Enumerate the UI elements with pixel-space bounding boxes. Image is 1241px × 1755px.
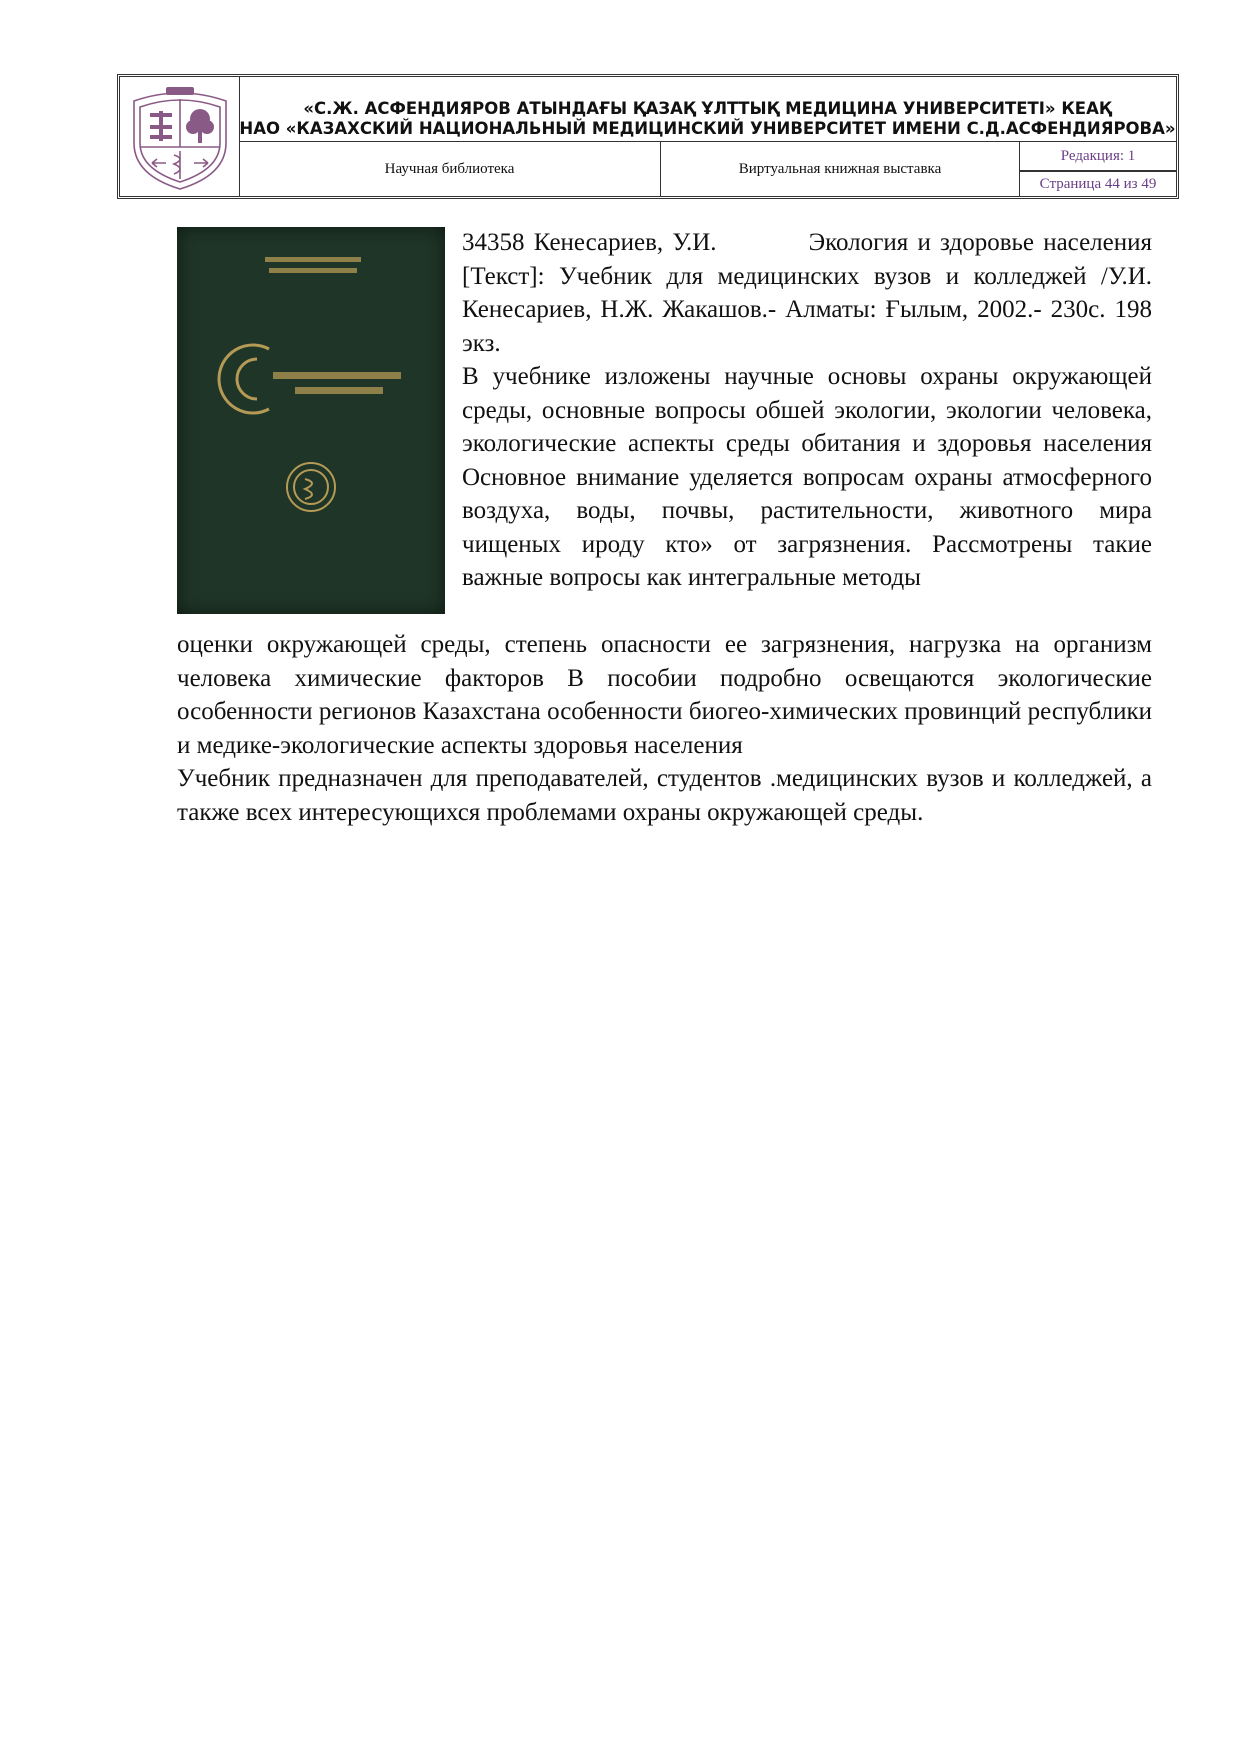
book-description-top xyxy=(462,226,1152,595)
book-entry-number: 34358 xyxy=(462,229,525,256)
university-logo-icon xyxy=(126,81,234,193)
book-title: Экология и здоровье населения [Текст]: Учебник для медицинских вузов и колледжей /У.И. Кенесариев, Н.Ж. Жакашов.- Алматы: Ғылым, 2002.- 230с. 198 экз. xyxy=(462,229,1153,357)
header-library-cell: Научная библиотека xyxy=(239,142,661,196)
header-title-kz: «С.Ж. АСФЕНДИЯРОВ АТЫНДАҒЫ ҚАЗАҚ ҰЛТТЫҚ МЕДИЦИНА УНИВЕРСИТЕТІ» КЕАҚ xyxy=(303,99,1112,118)
header-exhibition-cell: Виртуальная книжная выставка xyxy=(661,142,1020,196)
header-title-ru: НАО «КАЗАХСКИЙ НАЦИОНАЛЬНЫЙ МЕДИЦИНСКИЙ УНИВЕРСИТЕТ ИМЕНИ С.Д.АСФЕНДИЯРОВА» xyxy=(239,119,1176,138)
university-logo-cell xyxy=(120,77,240,196)
header-edition-cell: Редакция: 1 xyxy=(1020,142,1176,172)
book-annotation-top: В учебнике изложены научные основы охраны окружающей среды, основные вопросы обшей экологии, экологии человека, экологические аспекты среды обитания и здоровья населения Основное внимание уделяется вопросам охраны атмосферного воздуха, воды, почвы, растительности, животного мира чищеных ироду кто» от загрязнения. Рассмотрены такие важные вопросы как интегральные методы xyxy=(462,363,1152,591)
document-header xyxy=(117,74,1179,199)
book-author: Кенесариев, У.И. xyxy=(533,229,717,256)
book-description-bottom xyxy=(177,628,1152,829)
book-cover-art xyxy=(177,227,445,614)
book-annotation-bottom: оценки окружающей среды, степень опасности ее загрязнения, нагрузка на организм человека химические факторов В пособии подробно освещаются экологические особенности регионов Казахстана особенности биогео-химических провинций республики и медике-экологические аспекты здоровья населения xyxy=(177,631,1152,759)
book-cover-image xyxy=(177,227,445,614)
book-citation xyxy=(462,226,1152,360)
header-title-area xyxy=(239,77,1176,142)
header-page-cell: Страница 44 из 49 xyxy=(1039,175,1157,192)
book-audience: Учебник предназначен для преподавателей, студентов .медицинских вузов и колледжей, а также всех интересующихся проблемами охраны окружающей среды. xyxy=(177,765,1152,826)
